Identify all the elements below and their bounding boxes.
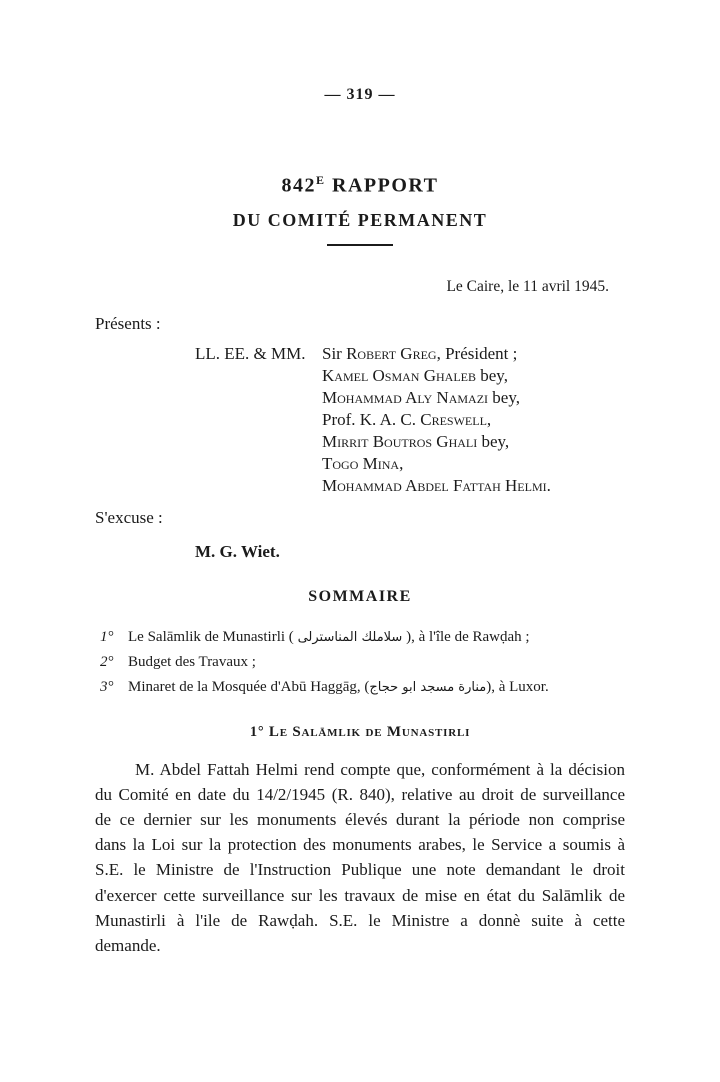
report-title xyxy=(95,167,625,199)
sommaire-item-arabic: منارة مسجد ابو حجاج xyxy=(369,679,487,695)
sommaire-item-text: Budget des Travaux ; xyxy=(128,653,256,670)
title-divider xyxy=(327,244,393,246)
sommaire-item-number: 1° xyxy=(100,628,114,645)
attendee-row xyxy=(322,453,625,475)
attendee-suffix: . xyxy=(546,475,551,495)
attendee-name: Robert Greg xyxy=(346,343,437,363)
dateline: Le Caire, le 11 avril 1945. xyxy=(446,277,609,295)
sommaire-item xyxy=(100,675,625,700)
attendee-name: Mirrit Boutros Ghali xyxy=(322,431,478,451)
report-title-text: RAPPORT xyxy=(325,174,439,197)
page-number: — 319 — xyxy=(324,86,396,103)
attendee-suffix: bey, xyxy=(488,387,520,407)
attendee-suffix: , xyxy=(399,453,404,473)
section-title: Le Salāmlik de Munastirli xyxy=(268,723,471,740)
sommaire-item-text-after: ), à Luxor. xyxy=(486,678,549,695)
section-heading xyxy=(95,722,625,742)
presents-label: Présents : xyxy=(95,313,161,333)
attendee-row xyxy=(322,387,625,409)
sommaire-heading: SOMMAIRE xyxy=(308,587,412,605)
report-subtitle: DU COMITÉ PERMANENT xyxy=(232,209,488,230)
sommaire-list xyxy=(100,625,625,700)
attendee-row xyxy=(322,343,625,365)
attendees-list xyxy=(195,343,625,497)
attendee-prefix: Prof. K. A. C. xyxy=(322,409,421,429)
attendee-name: Togo Mina xyxy=(322,453,400,473)
attendee-row xyxy=(322,409,625,431)
sommaire-item xyxy=(100,650,625,675)
sommaire-item xyxy=(100,625,625,650)
section-number: 1° xyxy=(249,723,269,740)
attendee-suffix: , xyxy=(486,409,492,429)
sommaire-item-text: Le Salāmlik de Munastirli ( xyxy=(128,628,298,645)
attendee-suffix: , Président ; xyxy=(436,343,518,363)
sommaire-item-number: 3° xyxy=(100,678,114,695)
excused-name: M. G. Wiet. xyxy=(195,541,280,561)
attendee-name: Mohammad Abdel Fattah Helmi xyxy=(322,475,547,495)
excuse-label: S'excuse : xyxy=(95,507,163,527)
report-number-ordinal: E xyxy=(316,173,326,187)
attendee-row xyxy=(322,365,625,387)
attendee-row xyxy=(322,431,625,453)
sommaire-item-number: 2° xyxy=(100,653,114,670)
attendee-name: Mohammad Aly Namazi xyxy=(322,387,489,407)
section-paragraph: M. Abdel Fattah Helmi rend compte que, conformément à la décision du Comité en date du 14/2/1945 (R. 840), relative au droit de surveillance de ce dernier sur les monuments élevés durant la période non comprise dans la Loi sur la protection des monuments arabes, le Service a soumis à S.E. le Ministre de l'Instruction Publique une note demandant le droit d'exercer cette surveillance sur les travaux de mise en état du Salāmlik de Munastirli à l'ile de Rawḍah. S.E. le Ministre a donnè suite à cette demande. xyxy=(95,759,625,956)
attendee-row xyxy=(322,475,625,497)
attendees-intro: LL. EE. & MM. xyxy=(195,343,306,363)
report-number: 842 xyxy=(281,174,316,197)
sommaire-item-arabic: سلاملك المناسترلى xyxy=(297,629,403,645)
attendee-name: Creswell xyxy=(420,409,487,429)
sommaire-item-text: Minaret de la Mosquée d'Abū Haggāg, ( xyxy=(128,678,370,695)
attendees-names xyxy=(322,343,625,497)
attendee-prefix: Sir xyxy=(322,343,347,363)
sommaire-item-text-after: ), à l'île de Rawḍah ; xyxy=(402,628,530,645)
attendee-suffix: bey, xyxy=(477,431,510,451)
attendee-suffix: bey, xyxy=(476,365,508,385)
attendee-name: Kamel Osman Ghaleb xyxy=(322,365,476,385)
